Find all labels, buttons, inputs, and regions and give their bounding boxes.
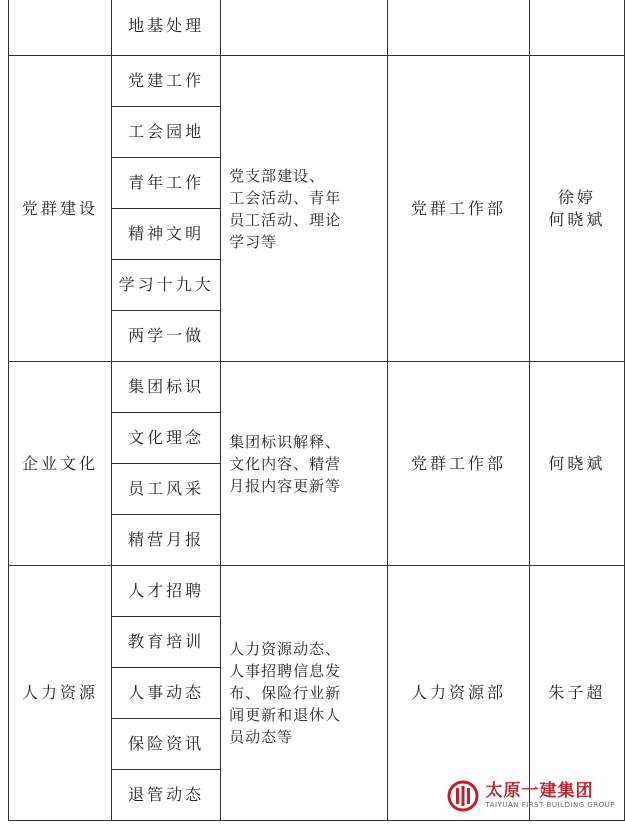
content-cell: 集团标识解释、 文化内容、精营 月报内容更新等	[221, 362, 388, 566]
subcategory-cell: 员工风采	[112, 464, 221, 515]
subcategory-cell: 退管动态	[112, 770, 221, 821]
subcategory-cell: 两学一做	[112, 311, 221, 362]
category-cell: 党群建设	[9, 56, 112, 362]
table-row	[9, 0, 625, 56]
department-cell: 党群工作部	[388, 362, 529, 566]
table-row	[9, 362, 625, 413]
table-row	[9, 56, 625, 107]
subcategory-cell: 党建工作	[112, 56, 221, 107]
company-logo-icon	[447, 780, 479, 812]
subcategory-cell: 精神文明	[112, 209, 221, 260]
subcategory-cell: 保险资讯	[112, 719, 221, 770]
category-cell: 人力资源	[9, 566, 112, 821]
company-name-en: TAIYUAN FIRST BUILDING GROUP	[485, 801, 615, 809]
department-cell	[388, 0, 529, 56]
table-row	[9, 566, 625, 617]
content-cell: 党支部建设、 工会活动、青年 员工活动、理论 学习等	[221, 56, 388, 362]
subcategory-cell: 集团标识	[112, 362, 221, 413]
subcategory-cell: 地基处理	[112, 0, 221, 56]
company-name-cn: 太原一建集团	[485, 781, 594, 801]
subcategory-cell: 工会园地	[112, 107, 221, 158]
subcategory-cell: 教育培训	[112, 617, 221, 668]
person-cell: 朱子超	[529, 566, 624, 821]
category-cell: 企业文化	[9, 362, 112, 566]
company-logo	[447, 780, 615, 812]
subcategory-cell: 人才招聘	[112, 566, 221, 617]
category-cell	[9, 0, 112, 56]
person-cell: 何晓斌	[529, 362, 624, 566]
subcategory-cell: 学习十九大	[112, 260, 221, 311]
person-cell: 徐婷 何晓斌	[529, 56, 624, 362]
content-cell	[221, 0, 388, 56]
responsibility-table	[8, 0, 625, 821]
subcategory-cell: 文化理念	[112, 413, 221, 464]
subcategory-cell: 人事动态	[112, 668, 221, 719]
department-cell: 党群工作部	[388, 56, 529, 362]
subcategory-cell: 精营月报	[112, 515, 221, 566]
department-cell: 人力资源部	[388, 566, 529, 821]
person-cell	[529, 0, 624, 56]
content-cell: 人力资源动态、 人事招聘信息发 布、保险行业新 闻更新和退休人 员动态等	[221, 566, 388, 821]
subcategory-cell: 青年工作	[112, 158, 221, 209]
